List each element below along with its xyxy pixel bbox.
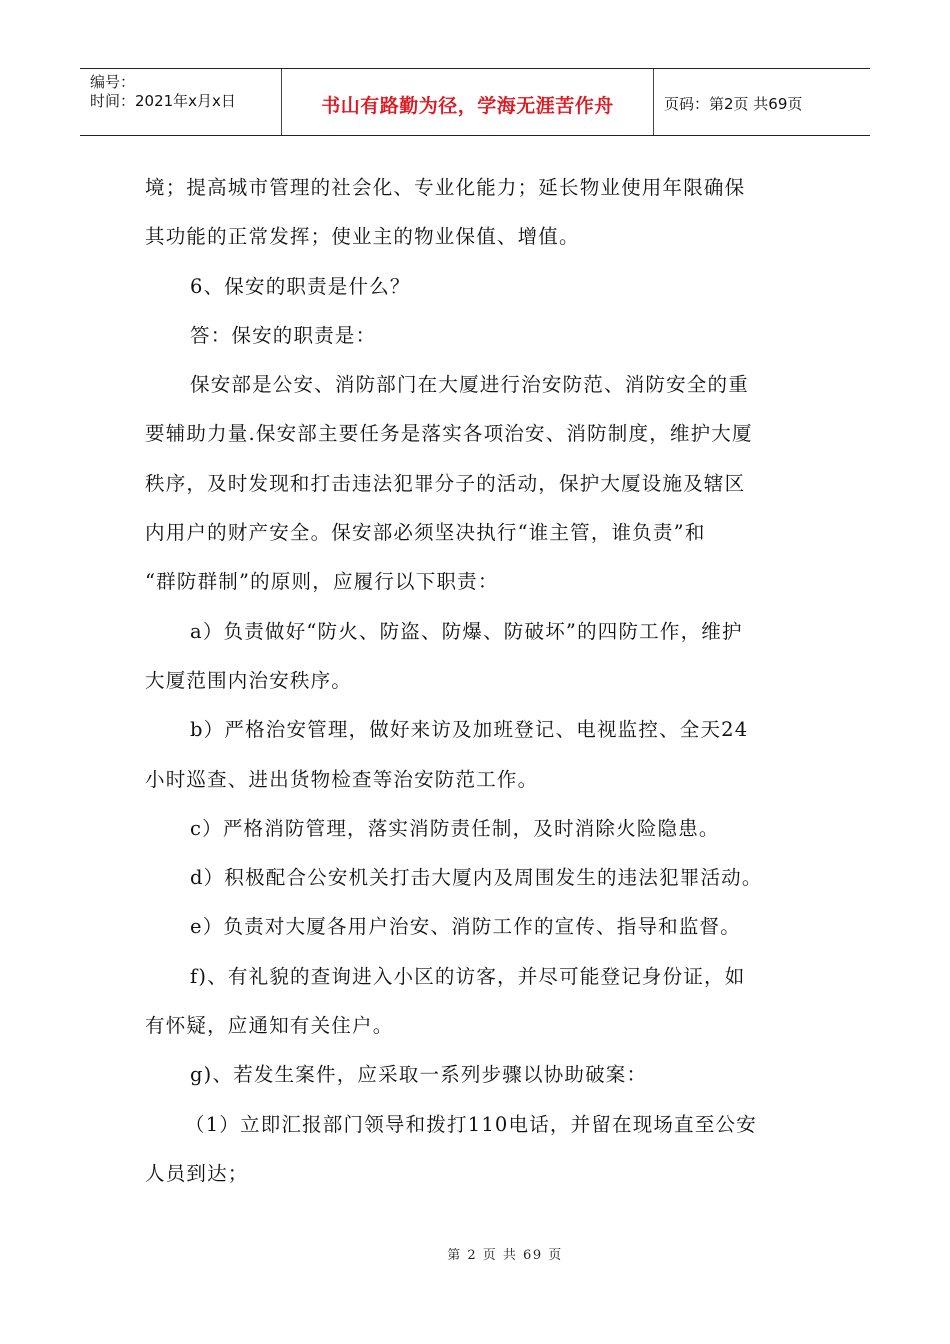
page-footer (0, 1244, 950, 1263)
body-line: 小时巡查、进出货物检查等治安防范工作。 (145, 767, 539, 791)
duty-item-d: d）积极配合公安机关打击大厦内及周围发生的违法犯罪活动。 (190, 866, 763, 890)
duty-item-a: a）负责做好“防火、防盗、防爆、防破坏”的四防工作，维护 (190, 619, 743, 643)
duty-item-c: c）严格消防管理，落实消防责任制，及时消除火险隐患。 (190, 816, 720, 840)
header-page-cell (654, 69, 870, 135)
header-motto-cell (282, 69, 654, 135)
body-line: 保安部是公安、消防部门在大厦进行治安防范、消防安全的重 (190, 373, 749, 397)
question-heading: 6、保安的职责是什么？ (190, 274, 411, 298)
duty-item-b: b）严格治安管理，做好来访及加班登记、电视监控、全天24 (190, 718, 749, 742)
body-line: “群防群制”的原则，应履行以下职责： (145, 570, 499, 594)
document-time-label: 时间：2021年x月x日 (90, 92, 236, 110)
document-header (80, 68, 870, 136)
body-line: 境；提高城市管理的社会化、专业化能力；延长物业使用年限确保 (145, 176, 746, 199)
duty-item-g: g)、若发生案件，应采取一系列步骤以协助破案： (190, 1063, 648, 1087)
body-line: 要辅助力量.保安部主要任务是落实各项治安、消防制度，维护大厦 (145, 422, 753, 446)
body-line: 大厦范围内治安秩序。 (145, 668, 353, 692)
body-line: 有怀疑，应通知有关住户。 (145, 1014, 394, 1038)
body-line: 其功能的正常发挥；使业主的物业保值、增值。 (145, 225, 580, 249)
duty-item-f: f)、有礼貌的查询进入小区的访客，并尽可能登记身份证，如 (190, 964, 746, 988)
header-motto: 书山有路勤为径，学海无涯苦作舟 (321, 94, 614, 117)
body-line: 内用户的财产安全。保安部必须坚决执行“谁主管，谁负责”和 (145, 521, 706, 545)
document-body (145, 163, 810, 1198)
document-number-label: 编号： (90, 73, 136, 91)
header-page-info: 页码：第2页 共69页 (664, 94, 803, 113)
footer-page-number: 第 2 页 共 69 页 (447, 1248, 563, 1263)
step-item-1: （1）立即汇报部门领导和拨打110电话，并留在现场直至公安 (185, 1112, 757, 1136)
answer-intro: 答：保安的职责是： (190, 323, 377, 347)
body-line: 秩序，及时发现和打击违法犯罪分子的活动，保护大厦设施及辖区 (145, 471, 746, 495)
duty-item-e: e）负责对大厦各用户治安、消防工作的宣传、指导和监督。 (190, 915, 741, 939)
body-line: 人员到达； (145, 1161, 249, 1185)
header-meta-cell (80, 69, 282, 135)
